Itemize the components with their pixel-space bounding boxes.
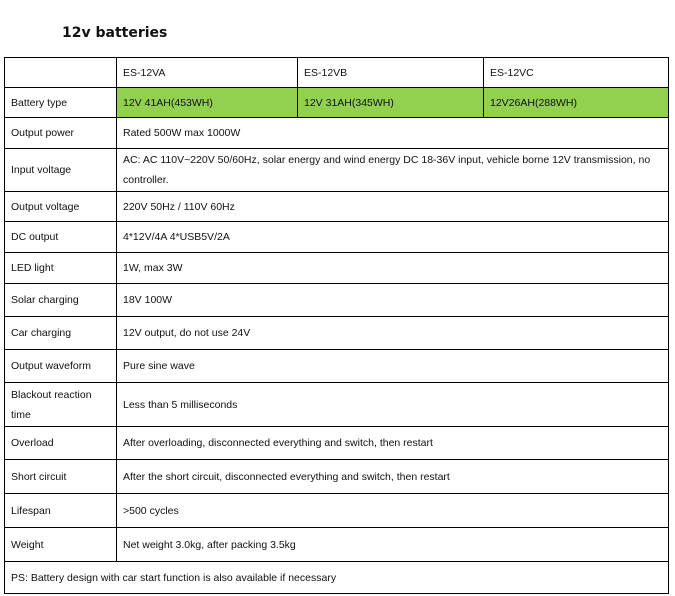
table-row xyxy=(5,460,669,494)
model-header: ES-12VB xyxy=(298,58,484,88)
note-text: PS: Battery design with car start function is also available if necessary xyxy=(5,562,669,594)
battery-type-value: 12V 41AH(453WH) xyxy=(117,88,298,118)
header-empty-cell xyxy=(5,58,117,88)
spec-table xyxy=(4,57,669,594)
row-value: 18V 100W xyxy=(117,284,669,317)
battery-type-row xyxy=(5,88,669,118)
table-row xyxy=(5,528,669,562)
table-header-row xyxy=(5,58,669,88)
model-header: ES-12VA xyxy=(117,58,298,88)
model-header: ES-12VC xyxy=(484,58,669,88)
battery-type-value: 12V26AH(288WH) xyxy=(484,88,669,118)
table-row xyxy=(5,317,669,350)
row-label: Blackout reaction time xyxy=(5,383,117,427)
note-row xyxy=(5,562,669,594)
table-row xyxy=(5,284,669,317)
row-value: Less than 5 milliseconds xyxy=(117,383,669,427)
table-row xyxy=(5,118,669,149)
table-row xyxy=(5,427,669,460)
row-value: 4*12V/4A 4*USB5V/2A xyxy=(117,222,669,253)
table-row xyxy=(5,494,669,528)
table-row xyxy=(5,350,669,383)
row-value: 1W, max 3W xyxy=(117,253,669,284)
row-label: Output voltage xyxy=(5,192,117,222)
battery-type-value: 12V 31AH(345WH) xyxy=(298,88,484,118)
row-label: Output waveform xyxy=(5,350,117,383)
table-row xyxy=(5,222,669,253)
row-value: After overloading, disconnected everything and switch, then restart xyxy=(117,427,669,460)
row-value: Rated 500W max 1000W xyxy=(117,118,669,149)
row-label: Overload xyxy=(5,427,117,460)
row-label: DC output xyxy=(5,222,117,253)
row-label: Lifespan xyxy=(5,494,117,528)
row-value: 12V output, do not use 24V xyxy=(117,317,669,350)
table-row xyxy=(5,253,669,284)
table-row xyxy=(5,383,669,427)
table-row xyxy=(5,192,669,222)
row-value: Pure sine wave xyxy=(117,350,669,383)
row-label: Car charging xyxy=(5,317,117,350)
row-label: Short circuit xyxy=(5,460,117,494)
row-value: >500 cycles xyxy=(117,494,669,528)
row-label: LED light xyxy=(5,253,117,284)
row-value: AC: AC 110V~220V 50/60Hz, solar energy and wind energy DC 18-36V input, vehicle borne 12V transmission, no controller. xyxy=(117,149,669,192)
page-title: 12v batteries xyxy=(62,25,168,41)
row-label: Weight xyxy=(5,528,117,562)
row-value: 220V 50Hz / 110V 60Hz xyxy=(117,192,669,222)
row-label: Input voltage xyxy=(5,149,117,192)
row-label: Battery type xyxy=(5,88,117,118)
row-value: Net weight 3.0kg, after packing 3.5kg xyxy=(117,528,669,562)
row-label: Output power xyxy=(5,118,117,149)
row-value: After the short circuit, disconnected everything and switch, then restart xyxy=(117,460,669,494)
table-row xyxy=(5,149,669,192)
row-label: Solar charging xyxy=(5,284,117,317)
